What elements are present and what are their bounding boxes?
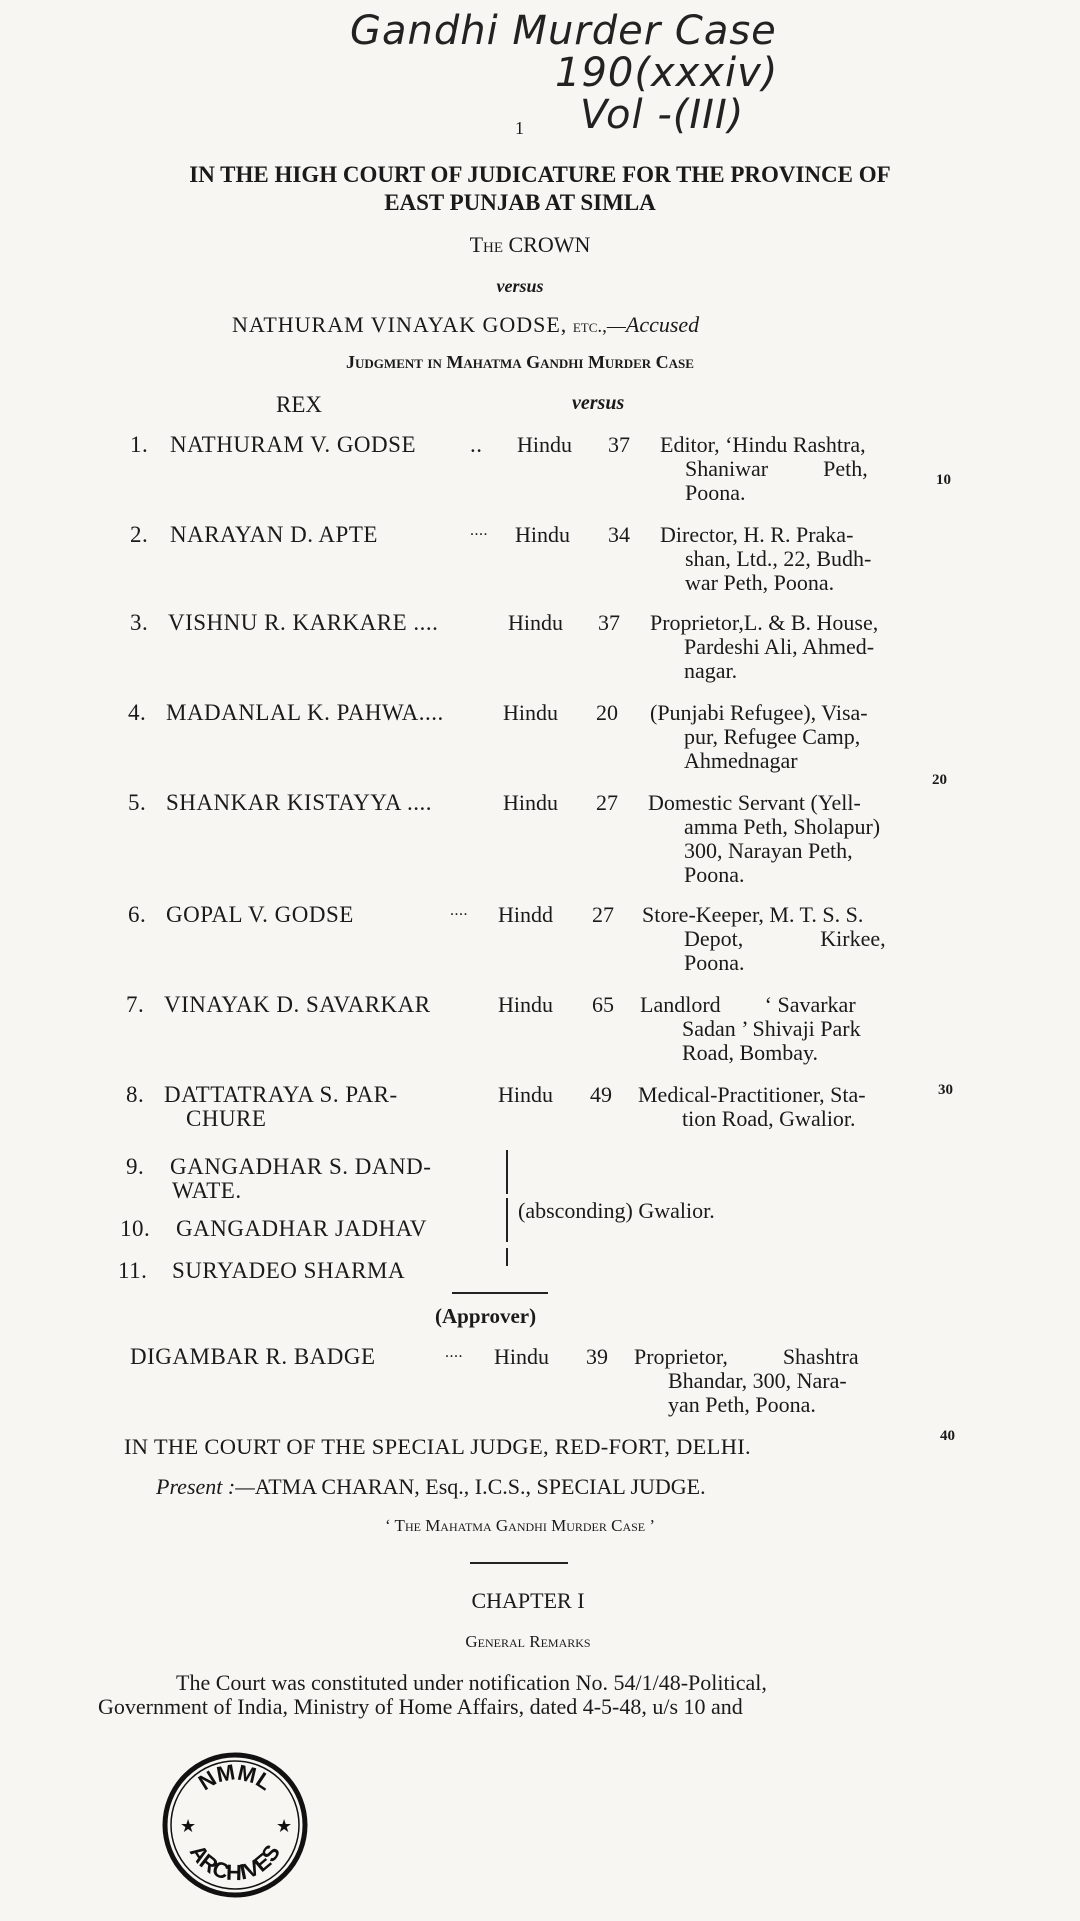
address-line: yan Peth, Poona. — [668, 1392, 816, 1417]
margin-line-number-30: 30 — [938, 1082, 953, 1098]
accused-number: 5. — [128, 790, 147, 815]
accused-name: NATHURAM VINAYAK GODSE, — [232, 312, 568, 337]
page-number: 1 — [515, 118, 524, 138]
stamp-top-text: NMML — [193, 1759, 277, 1796]
address-line: Sadan ’ Shivaji Park — [682, 1016, 861, 1041]
address-line: pur, Refugee Camp, — [684, 724, 861, 749]
religion: Hindu — [498, 992, 553, 1017]
age: 20 — [596, 700, 618, 725]
accused-name-continued: CHURE — [186, 1106, 267, 1131]
age: 65 — [592, 992, 614, 1017]
accused-number: 11. — [118, 1258, 148, 1283]
age: 49 — [590, 1082, 612, 1107]
religion: Hindd — [498, 902, 553, 927]
body-text-line-2: Government of India, Ministry of Home Affairs, dated 4-5-48, u/s 10 and — [98, 1694, 743, 1719]
margin-line-number-40: 40 — [940, 1428, 955, 1444]
accused-name: VINAYAK D. SAVARKAR — [164, 992, 431, 1017]
leader-dots: .. — [470, 432, 483, 457]
divider — [470, 1562, 568, 1564]
religion: Hindu — [508, 610, 563, 635]
address-line: Poona. — [685, 480, 746, 505]
address-line: Director, H. R. Praka- — [660, 522, 854, 547]
address-line: (Punjabi Refugee), Visa- — [650, 700, 868, 725]
accused-name: GOPAL V. GODSE — [166, 902, 354, 927]
svg-text:★: ★ — [276, 1816, 293, 1837]
address-line: shan, Ltd., 22, Budh- — [685, 546, 872, 571]
present-text: ATMA CHARAN, Esq., I.C.S., SPECIAL JUDGE. — [254, 1474, 706, 1499]
accused-name: GANGADHAR JADHAV — [176, 1216, 428, 1241]
age: 27 — [592, 902, 614, 927]
present-label: Present :— — [156, 1474, 255, 1499]
address-line: Depot, Kirkee, — [684, 926, 886, 951]
court-title-line-2: EAST PUNJAB AT SIMLA — [384, 190, 656, 215]
address-line: 300, Narayan Peth, — [684, 838, 853, 863]
religion: Hindu — [498, 1082, 553, 1107]
approver-name: DIGAMBAR R. BADGE — [130, 1344, 376, 1369]
judgment-title: Judgment in Mahatma Gandhi Murder Case — [346, 352, 694, 372]
address-line: Medical-Practitioner, Sta- — [638, 1082, 866, 1107]
address-line: Proprietor,L. & B. House, — [650, 610, 879, 635]
bracket-bar — [506, 1198, 508, 1242]
handwritten-line-2: 190(xxxiv) — [555, 50, 779, 96]
address-line: Poona. — [684, 950, 745, 975]
general-remarks: General Remarks — [465, 1632, 591, 1651]
versus-1: versus — [496, 276, 544, 296]
case-title: ‘ The Mahatma Gandhi Murder Case ’ — [384, 1516, 656, 1535]
accused-number: 8. — [126, 1082, 145, 1107]
accused-name: DATTATRAYA S. PAR- — [164, 1082, 398, 1107]
accused-number: 7. — [126, 992, 145, 1017]
accused-name: VISHNU R. KARKARE .... — [168, 610, 439, 635]
religion: Hindu — [515, 522, 570, 547]
address-line: Poona. — [684, 862, 745, 887]
religion: Hindu — [517, 432, 572, 457]
address-line: tion Road, Gwalior. — [682, 1106, 856, 1131]
address-line: Editor, ‘Hindu Rashtra, — [660, 432, 866, 457]
handwritten-line-3: Vol -(III) — [580, 92, 745, 138]
address-line: nagar. — [684, 658, 738, 683]
present-line — [156, 1474, 706, 1500]
age: 34 — [608, 522, 630, 547]
address-line: Landlord ‘ Savarkar — [640, 992, 856, 1017]
accused-number: 1. — [130, 432, 149, 457]
accused-number: 3. — [130, 610, 149, 635]
address-line: Ahmednagar — [684, 748, 798, 773]
leader-dots: .... — [450, 902, 468, 919]
nmml-archives-stamp — [160, 1750, 310, 1900]
crown-heading: The CROWN — [469, 232, 591, 257]
accused-name: NATHURAM V. GODSE — [170, 432, 416, 457]
age: 37 — [608, 432, 630, 457]
accused-name: MADANLAL K. PAHWA.... — [166, 700, 444, 725]
age: 27 — [596, 790, 618, 815]
accused-number: 10. — [120, 1216, 151, 1241]
bracket-bar — [506, 1248, 508, 1266]
accused-label: Accused — [625, 312, 700, 337]
accused-number: 9. — [126, 1154, 145, 1179]
svg-text:★: ★ — [180, 1816, 197, 1837]
age: 37 — [598, 610, 620, 635]
accused-number: 2. — [130, 522, 149, 547]
age: 39 — [586, 1344, 608, 1369]
rex-label: REX — [276, 392, 322, 417]
handwritten-line-1: Gandhi Murder Case — [350, 8, 777, 54]
accused-name: SURYADEO SHARMA — [172, 1258, 406, 1283]
margin-line-number-10: 10 — [936, 472, 951, 488]
accused-number: 6. — [128, 902, 147, 927]
address-line: Store-Keeper, M. T. S. S. — [642, 902, 864, 927]
versus-2: versus — [572, 392, 625, 414]
absconding-note: (absconding) Gwalior. — [518, 1198, 715, 1223]
address-line: Bhandar, 300, Nara- — [668, 1368, 847, 1393]
religion: Hindu — [503, 700, 558, 725]
address-line: war Peth, Poona. — [685, 570, 835, 595]
address-line: Proprietor, Shashtra — [634, 1344, 859, 1369]
bracket-bar — [506, 1150, 508, 1194]
leader-dots: .... — [445, 1344, 463, 1361]
address-line: Shaniwar Peth, — [685, 456, 868, 481]
leader-dots: .... — [470, 522, 488, 539]
address-line: amma Peth, Sholapur) — [684, 814, 881, 839]
religion: Hindu — [503, 790, 558, 815]
accused-name: SHANKAR KISTAYYA .... — [166, 790, 432, 815]
divider — [452, 1292, 548, 1294]
accused-number: 4. — [128, 700, 147, 725]
accused-name: NARAYAN D. APTE — [170, 522, 378, 547]
margin-line-number-20: 20 — [932, 772, 947, 788]
court-title-line-1: IN THE HIGH COURT OF JUDICATURE FOR THE PROVINCE OF — [189, 162, 891, 187]
address-line: Pardeshi Ali, Ahmed- — [684, 634, 875, 659]
special-court-heading: IN THE COURT OF THE SPECIAL JUDGE, RED-FORT, DELHI. — [124, 1434, 751, 1459]
address-line: Domestic Servant (Yell- — [648, 790, 861, 815]
accused-etc: etc.,— — [572, 316, 626, 337]
stamp-bottom-text: ARCHIVES — [184, 1840, 286, 1886]
accused-name-continued: WATE. — [172, 1178, 242, 1203]
svg-text:NMML — [194, 1759, 277, 1795]
accused-name: GANGADHAR S. DAND- — [170, 1154, 432, 1179]
address-line: Road, Bombay. — [682, 1040, 819, 1065]
approver-label: (Approver) — [435, 1304, 537, 1328]
religion: Hindu — [494, 1344, 549, 1369]
accused-heading — [232, 312, 699, 338]
chapter-heading: CHAPTER I — [471, 1588, 585, 1613]
stamp-seal-icon — [160, 1750, 310, 1900]
body-text-line-1: The Court was constituted under notification No. 54/1/48-Political, — [176, 1670, 767, 1695]
